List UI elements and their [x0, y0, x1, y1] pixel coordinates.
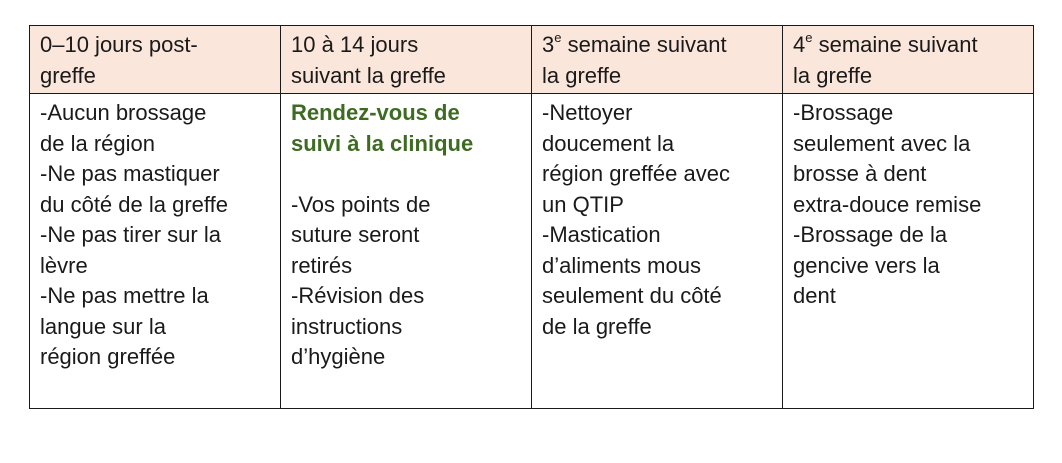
instruction-line: dent	[793, 283, 836, 308]
instruction-line: de la région	[40, 130, 155, 156]
header-week-4	[783, 26, 1034, 94]
cell-week-4	[783, 94, 1034, 409]
ordinal-number: 4	[793, 32, 806, 57]
ordinal-suffix: e	[805, 29, 813, 45]
header-text: semaine suivant	[561, 32, 727, 57]
header-line: 10 à 14 jours	[291, 32, 419, 57]
instruction-line: -Mastication	[542, 222, 661, 247]
clinic-appointment-highlight: suivi à la clinique	[291, 130, 474, 156]
header-line: la greffe	[793, 62, 873, 88]
instruction-line: brosse à dent	[793, 161, 927, 186]
instruction-line: -Brossage	[793, 100, 894, 125]
instruction-line: langue sur la	[40, 313, 166, 339]
instruction-line: -Ne pas tirer sur la	[40, 222, 221, 247]
ordinal-suffix: e	[554, 29, 562, 45]
instruction-line: instructions	[291, 313, 403, 339]
instruction-line: -Ne pas mastiquer	[40, 161, 220, 186]
cell-days-10-14	[281, 94, 532, 409]
header-line: la greffe	[542, 62, 622, 88]
header-line: 0–10 jours post-	[40, 32, 198, 57]
header-line: suivant la greffe	[291, 62, 446, 88]
instruction-line: seulement avec la	[793, 130, 971, 156]
instruction-line: du côté de la greffe	[40, 191, 228, 217]
instruction-line: -Révision des	[291, 283, 425, 308]
ordinal-number: 3	[542, 32, 555, 57]
instruction-line: un QTIP	[542, 191, 624, 217]
instruction-line: -Vos points de	[291, 191, 431, 217]
header-line	[542, 30, 772, 61]
instruction-line: région greffée avec	[542, 161, 730, 186]
instruction-line: doucement la	[542, 130, 675, 156]
header-week-3	[532, 26, 783, 94]
cell-days-0-10	[30, 94, 281, 409]
instruction-line: -Aucun brossage	[40, 100, 207, 125]
instruction-line: gencive vers la	[793, 252, 940, 278]
cell-week-3	[532, 94, 783, 409]
instruction-line: seulement du côté	[542, 283, 722, 308]
instruction-line: région greffée	[40, 344, 176, 369]
instruction-line: d’hygiène	[291, 344, 386, 369]
instruction-line: retirés	[291, 252, 353, 278]
header-days-0-10	[30, 26, 281, 94]
instruction-line: d’aliments mous	[542, 252, 701, 278]
instruction-line: -Nettoyer	[542, 100, 633, 125]
instruction-line: suture seront	[291, 222, 420, 247]
header-days-10-14	[281, 26, 532, 94]
instruction-line: de la greffe	[542, 313, 652, 339]
header-row	[30, 26, 1034, 94]
instruction-line: -Ne pas mettre la	[40, 283, 209, 308]
spacer	[291, 159, 521, 190]
post-graft-care-table	[29, 25, 1034, 409]
instruction-line: extra-douce remise	[793, 191, 982, 217]
instructions-row	[30, 94, 1034, 409]
clinic-appointment-highlight: Rendez-vous de	[291, 100, 460, 125]
instruction-line: -Brossage de la	[793, 222, 948, 247]
header-line: greffe	[40, 62, 96, 88]
header-text: semaine suivant	[812, 32, 978, 57]
header-line	[793, 30, 1023, 61]
instruction-line: lèvre	[40, 252, 88, 278]
